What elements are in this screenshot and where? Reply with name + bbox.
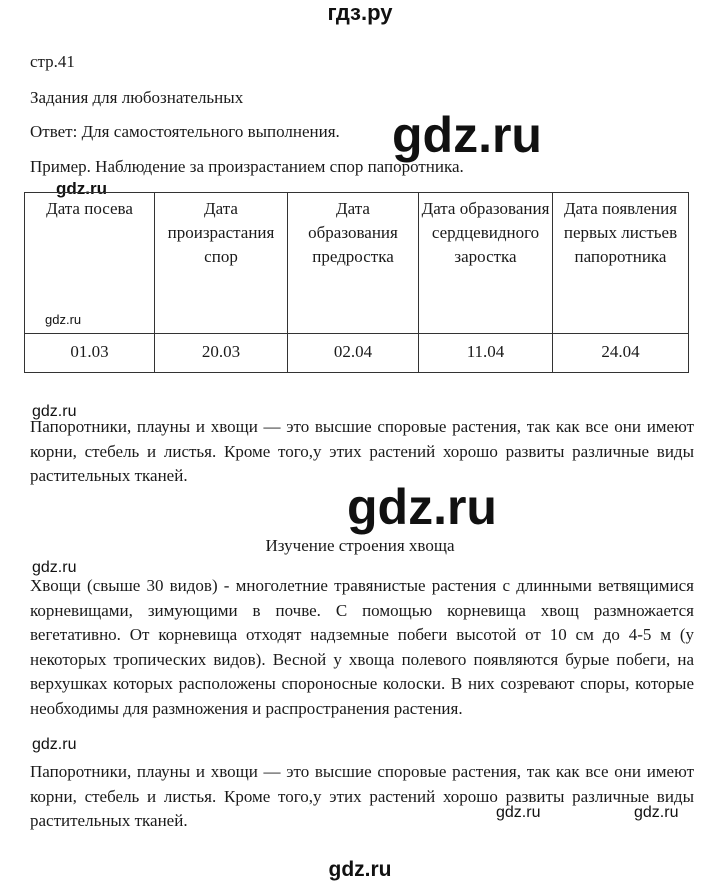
watermark-large: gdz.ru — [347, 479, 497, 535]
table-cell: 20.03 — [155, 334, 288, 373]
section-title: Задания для любознательных — [30, 88, 244, 107]
page-reference: стр.41 — [30, 52, 75, 71]
table-cell: 01.03 — [25, 334, 155, 373]
table-cell: 24.04 — [553, 334, 689, 373]
watermark-small: gdz.ru — [56, 179, 107, 198]
watermark-small: gdz.ru — [634, 804, 679, 821]
header-cell: Дата образования предростка — [288, 193, 419, 334]
site-footer: gdz.ru — [328, 858, 392, 881]
header-cell: Дата появления первых листьев папоротника — [553, 193, 689, 334]
example-line: Пример. Наблюдение за произрастанием спор папоротника. — [30, 157, 464, 176]
paragraph-spore-plants-repeat: Папоротники, плауны и хвощи — это высшие споровые растения, так как все они имеют корни, стебель и листья. Кроме того,у этих растений хорошо развиты различные виды растительных тканей. — [30, 762, 694, 830]
watermark-small: gdz.ru — [32, 403, 77, 420]
site-header: гдз.ру — [327, 0, 393, 25]
table-row — [25, 334, 689, 373]
horsetail-title: Изучение строения хвоща — [265, 536, 455, 555]
observation-table — [24, 192, 689, 373]
watermark-small: gdz.ru — [496, 804, 541, 821]
table-header-row — [25, 193, 689, 334]
header-cell: Дата произрастания спор — [155, 193, 288, 334]
watermark-in-table: gdz.ru — [45, 312, 82, 327]
watermark-small: gdz.ru — [32, 736, 77, 753]
watermark-small: gdz.ru — [32, 559, 77, 576]
paragraph-horsetail: Хвощи (свыше 30 видов) - многолетние травянистые растения с длинными ветвящимися корневищами, зимующими в почве. С помощью корневища хвощ размножается вегетативно. От корневища отходят надземные побеги высотой от 10 см до 4-5 м (у некоторых тропических видов). Весной у хвоща полевого появляются бурые побеги, на верхушках которых расположены спороносные колоски. В них созревают споры, которые необходимы для размножения и распространения растения. — [30, 576, 694, 718]
header-cell: Дата образования сердцевидного заростка — [419, 193, 553, 334]
paragraph-spore-plants: Папоротники, плауны и хвощи — это высшие споровые растения, так как все они имеют корни, стебель и листья. Кроме того,у этих растений хорошо развиты различные виды растительных тканей. — [30, 417, 694, 485]
header-cell: Дата посева gdz.ru — [25, 193, 155, 334]
table-cell: 11.04 — [419, 334, 553, 373]
answer-line: Ответ: Для самостоятельного выполнения. — [30, 122, 340, 141]
watermark-large: gdz.ru — [392, 107, 542, 163]
table-cell: 02.04 — [288, 334, 419, 373]
